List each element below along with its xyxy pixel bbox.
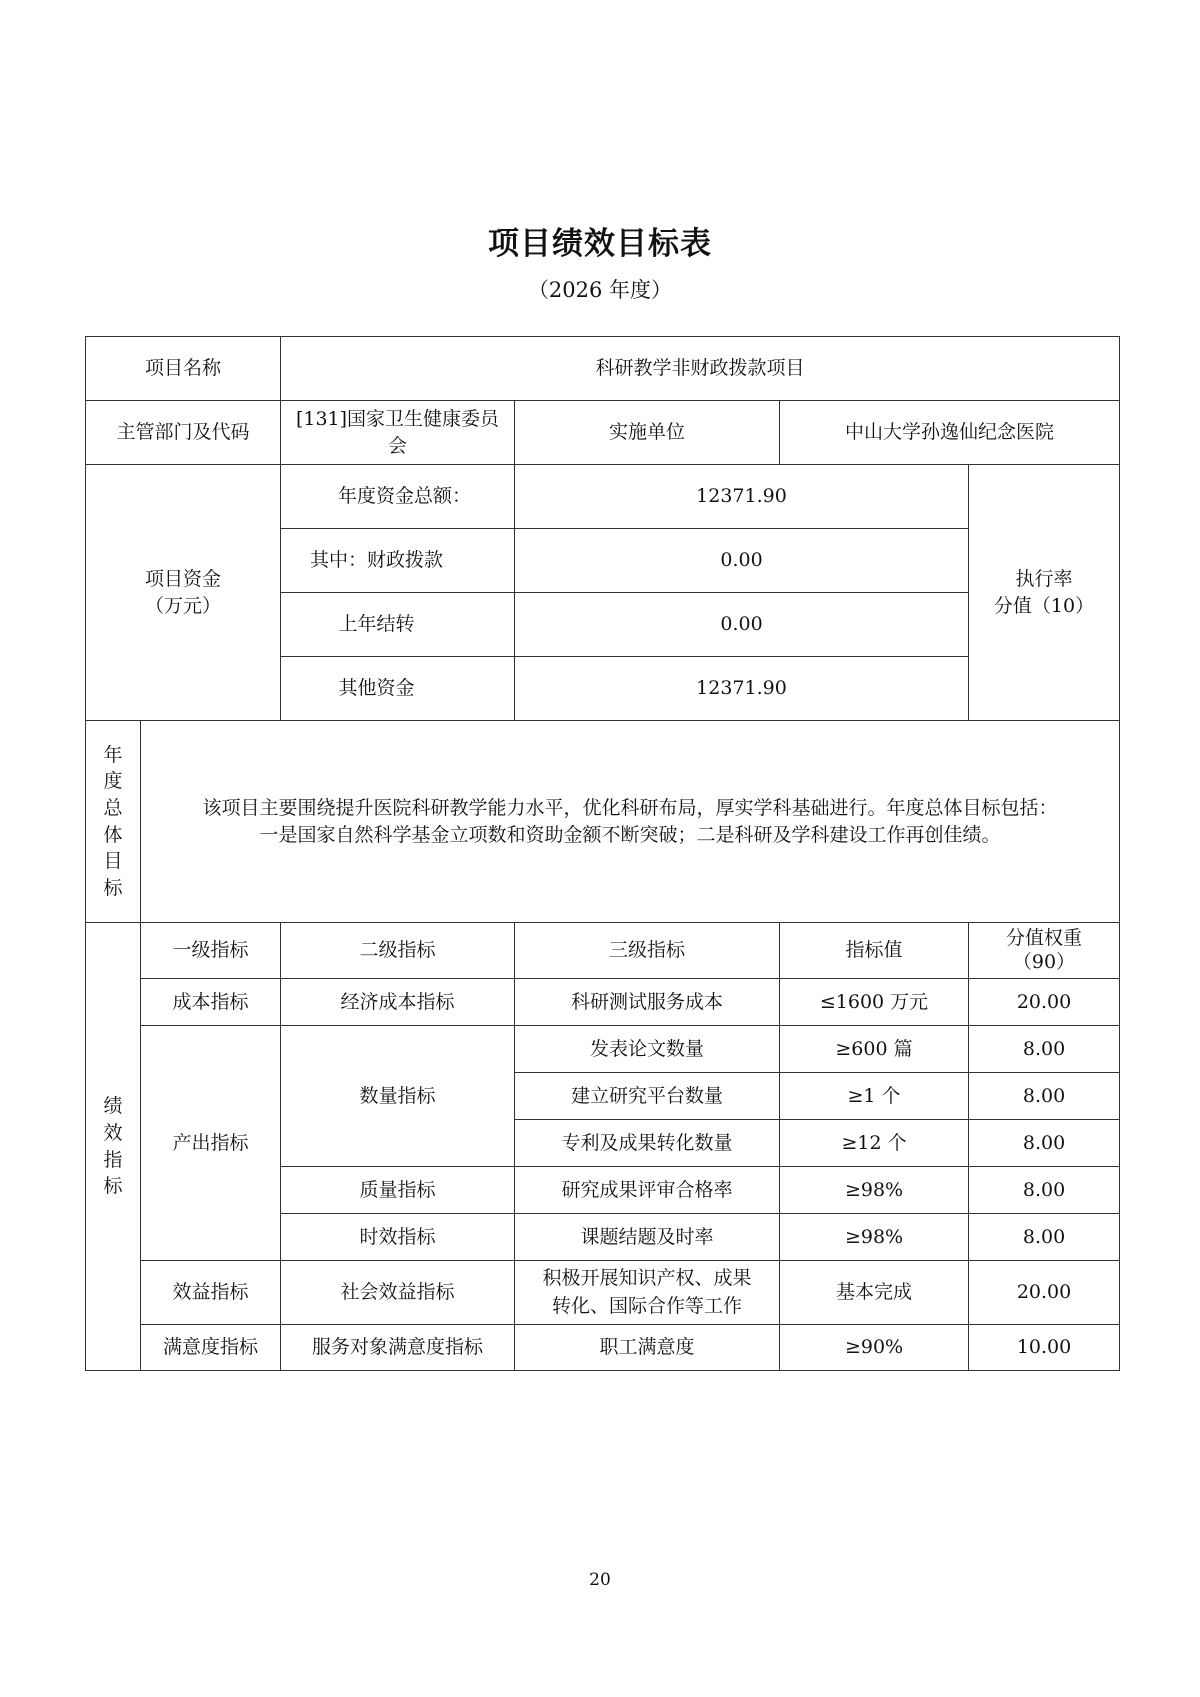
project-funds-label-line1: 项目资金: [145, 567, 222, 590]
level3-cell: 建立研究平台数量: [515, 1073, 780, 1120]
department-label: 主管部门及代码: [86, 401, 281, 465]
weight-cell: 8.00: [969, 1026, 1120, 1073]
project-name-row: [86, 337, 1120, 401]
annual-goal-line1: 该项目主要围绕提升医院科研教学能力水平，优化科研布局，厚实学科基础进行。年度总体目标包括：: [202, 796, 1058, 819]
level2-cell: 服务对象满意度指标: [281, 1325, 515, 1371]
header-weight: [969, 923, 1120, 979]
weight-cell: 20.00: [969, 979, 1120, 1026]
level3-cell: 课题结题及时率: [515, 1214, 780, 1261]
header-weight-line1: 分值权重: [1006, 926, 1083, 949]
level3-cell: 科研测试服务成本: [515, 979, 780, 1026]
annual-goal-char: 标: [103, 876, 123, 899]
page-number: 20: [589, 1570, 611, 1590]
value-cell: ≥1 个: [780, 1073, 969, 1120]
header-value: 指标值: [780, 923, 969, 979]
table-row: [86, 1325, 1120, 1371]
header-level1: 一级指标: [141, 923, 281, 979]
header-level2: 二级指标: [281, 923, 515, 979]
annual-goal-char: 目: [103, 850, 123, 873]
performance-indicators-char: 效: [103, 1121, 123, 1144]
value-cell: ≥90%: [780, 1325, 969, 1371]
performance-indicators-char: 绩: [103, 1095, 123, 1118]
value-cell: ≥600 篇: [780, 1026, 969, 1073]
level3-cell: 职工满意度: [515, 1325, 780, 1371]
indicators-header-row: [86, 923, 1120, 979]
other-funds-value: 12371.90: [515, 657, 969, 721]
weight-cell: 8.00: [969, 1167, 1120, 1214]
page-subtitle: （2026 年度）: [527, 278, 673, 302]
other-funds-label: 其他资金: [281, 657, 515, 721]
annual-goal-label: [86, 721, 141, 923]
value-cell: ≤1600 万元: [780, 979, 969, 1026]
level3-cell: 专利及成果转化数量: [515, 1120, 780, 1167]
value-cell: ≥98%: [780, 1214, 969, 1261]
level1-cell: 效益指标: [141, 1261, 281, 1325]
performance-target-table: [85, 336, 1120, 1371]
level2-cell: 时效指标: [281, 1214, 515, 1261]
project-name-value: 科研教学非财政拨款项目: [281, 337, 1120, 401]
table-row: [86, 979, 1120, 1026]
level2-cell: 质量指标: [281, 1167, 515, 1214]
department-row: [86, 401, 1120, 465]
table-row: [86, 1026, 1120, 1073]
execution-rate-score: 分值（10）: [993, 594, 1095, 617]
table-row: [86, 1261, 1120, 1325]
project-funds-label-line2: （万元）: [145, 594, 222, 617]
value-cell: ≥98%: [780, 1167, 969, 1214]
department-value: [131]国家卫生健康委员会: [281, 401, 515, 465]
annual-goal-line2: 一是国家自然科学基金立项数和资助金额不断突破；二是科研及学科建设工作再创佳绩。: [259, 823, 1001, 846]
level2-cell: 社会效益指标: [281, 1261, 515, 1325]
value-cell: ≥12 个: [780, 1120, 969, 1167]
header-weight-line2: （90）: [1012, 950, 1076, 973]
fiscal-funds-label: 其中：财政拨款: [281, 529, 515, 593]
total-funds-label: 年度资金总额：: [281, 465, 515, 529]
weight-cell: 10.00: [969, 1325, 1120, 1371]
annual-goal-row: [86, 721, 1120, 923]
level3-cell: [515, 1261, 780, 1325]
level1-cell: 产出指标: [141, 1026, 281, 1261]
funds-total-row: [86, 465, 1120, 529]
carryover-funds-value: 0.00: [515, 593, 969, 657]
level2-cell: 数量指标: [281, 1026, 515, 1167]
level3-cell: 研究成果评审合格率: [515, 1167, 780, 1214]
fiscal-funds-value: 0.00: [515, 529, 969, 593]
implementing-unit-value: 中山大学孙逸仙纪念医院: [780, 401, 1120, 465]
level3-cell: 发表论文数量: [515, 1026, 780, 1073]
performance-indicators-label: [86, 923, 141, 1371]
level1-cell: 成本指标: [141, 979, 281, 1026]
level1-cell: 满意度指标: [141, 1325, 281, 1371]
execution-rate-cell: [969, 465, 1120, 721]
implementing-unit-label: 实施单位: [515, 401, 780, 465]
level2-cell: 经济成本指标: [281, 979, 515, 1026]
performance-indicators-char: 指: [103, 1148, 123, 1171]
annual-goal-char: 体: [103, 823, 123, 846]
project-funds-label: [86, 465, 281, 721]
execution-rate-label: 执行率: [1015, 567, 1073, 590]
level3-line1: 积极开展知识产权、成果: [542, 1266, 752, 1289]
performance-indicators-char: 标: [103, 1175, 123, 1198]
page-title: 项目绩效目标表: [488, 226, 712, 262]
header-level3: 三级指标: [515, 923, 780, 979]
annual-goal-char: 度: [103, 770, 123, 793]
project-name-label: 项目名称: [86, 337, 281, 401]
weight-cell: 8.00: [969, 1120, 1120, 1167]
annual-goal-char: 总: [103, 796, 123, 819]
total-funds-value: 12371.90: [515, 465, 969, 529]
annual-goal-char: 年: [103, 743, 123, 766]
weight-cell: 8.00: [969, 1214, 1120, 1261]
value-cell: 基本完成: [780, 1261, 969, 1325]
level3-line2: 转化、国际合作等工作: [552, 1294, 743, 1317]
carryover-funds-label: 上年结转: [281, 593, 515, 657]
weight-cell: 8.00: [969, 1073, 1120, 1120]
weight-cell: 20.00: [969, 1261, 1120, 1325]
annual-goal-text: [141, 721, 1120, 923]
